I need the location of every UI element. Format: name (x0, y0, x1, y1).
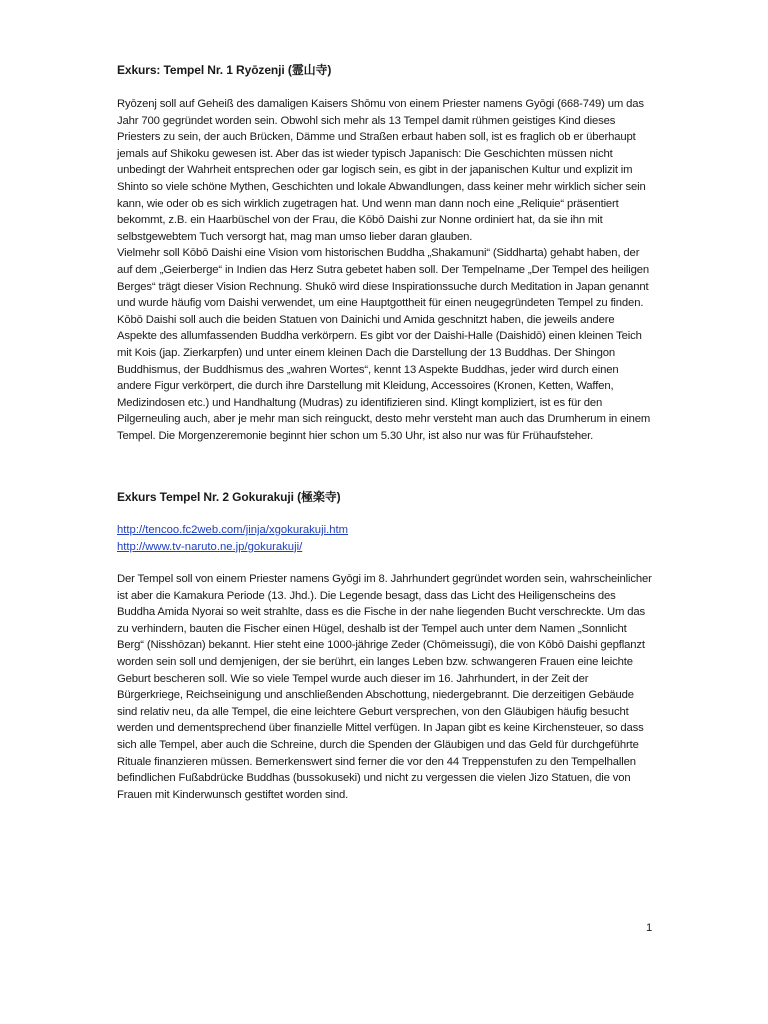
page-number: 1 (646, 922, 653, 934)
section-1-paragraph-3: Kōbō Daishi soll auch die beiden Statuen von Dainichi und Amida geschnitzt haben, die jeweils andere Aspekte des allumfassenden Buddha verkörpern. Es gibt vor der Daishi-Halle (Daishidō) einen kleinen Teich mit Kois (jap. Zierkarpfen) und unter einem kleinen Dach die Darstellung der 13 Buddhas. Der Shingon Buddhismus, der Buddhismus des „wahren Wortes“, kennt 13 Aspekte Buddhas, jeder wird durch einen andere Figur verkörpert, die durch ihre Darstellung mit Kleidung, Accessoires (Kronen, Ketten, Waffen, Medizindosen etc.) und Handhaltung (Mudras) zu identifizieren sind. Klingt kompliziert, ist es für den Pilgerneuling auch, aber je mehr man sich reinguckt, desto mehr versteht man auch das Drumherum in einem Tempel. Die Morgenzeremonie beginnt hier schon um 5.30 Uhr, ist also nur was für Frühaufsteher. (117, 313, 651, 442)
section-2-heading: Exkurs Tempel Nr. 2 Gokurakuji (極楽寺) (117, 490, 341, 504)
section-2-paragraph: Der Tempel soll von einem Priester namens Gyōgi im 8. Jahrhundert gegründet worden sein, wahrscheinlicher ist aber die Kamakura Periode (13. Jhd.). Die Legende besagt, dass das Licht des Heiligenscheins des Buddha Amida Nyorai so weit strahlte, dass es die Fische in der nahe liegenden Bucht verschreckte. Um das zu verhindern, bauten die Fischer einen Hügel, deshalb ist der Tempel auch unter dem Namen „Sonnlicht Berg“ (Nisshōzan) bekannt. Hier steht eine 1000-jährige Zeder (Chōmeissugi), die von Kōbō Daishi gepflanzt worden sein soll und demjenigen, der sie berührt, ein langes Leben bzw. schwangeren Frauen eine leichte Geburt bescheren soll. Wie so viele Tempel wurde auch dieser im 16. Jahrhundert, in der Zeit der Bürgerkriege, Reichseinigung und anschließenden Abschottung, niedergebrannt. Die derzeitigen Gebäude sind relativ neu, da alle Tempel, die eine leichtere Geburt versprechen, von den Gläubigen häufig besucht werden und dementsprechend über finanzielle Mittel verfügen. In Japan gibt es keine Kirchensteuer, so dass sich alle Tempel, aber auch die Schreine, durch die Spenden der Gläubigen und das Geld für durchgeführte Rituale finanzieren müssen. Bemerkenswert sind ferner die vor den 44 Treppenstufen zu den Tempelhallen befindlichen Fußabdrücke Buddhas (bussokuseki) und nicht zu vergessen die vielen Jizo Statuen, die von Frauen mit Kinderwunsch gestiftet worden sind. (117, 573, 652, 801)
document-page (117, 62, 655, 801)
section-1-paragraph-1: Ryōzenj soll auf Geheiß des damaligen Kaisers Shōmu von einem Priester namens Gyōgi (668-749) um das Jahr 700 gegründet worden sein. Obwohl sich mehr als 13 Tempel damit rühmen geistiges Kind dieses Priesters zu sein, der auch Brücken, Dämme und Straßen erbaut haben soll, ist es fraglich ob er überhaupt jemals auf Shikoku gewesen ist. Aber das ist wieder typisch Japanisch: Die Geschichten müssen nicht unbedingt der Wahrheit entsprechen oder gar logisch sein, es gibt in der japanischen Kultur und explizit im Shinto so viele schöne Mythen, Geschichten und lokale Abwandlungen, dass keiner mehr wirklich sicher sein kann, wie oder ob es sich wirklich zugetragen hat. Und wenn man dann noch eine „Reliquie“ präsentiert bekommt, z.B. ein Haarbüschel von der Frau, die Kōbō Daishi zur Nonne ordiniert hat, da sie ihn mit selbstgewebtem Tuch versorgt hat, mag man umso lieber daran glauben. (117, 98, 646, 243)
link-tv-naruto[interactable]: http://www.tv-naruto.ne.jp/gokurakuji/ (117, 540, 303, 553)
section-1-paragraph-2: Vielmehr soll Kōbō Daishi eine Vision vom historischen Buddha „Shakamuni“ (Siddharta) gehabt haben, der auf dem „Geierberge“ in Indien das Herz Sutra gebetet haben soll. Der Tempelname „Der Tempel des heiligen Berges“ trägt dieser Vision Rechnung. Shukō wird diese Inspirationssuche durch Meditation in Japan genannt und wurde häufig vom Daishi verwendet, um eine Hauptgottheit für einen neugegründeten Tempel zu finden. (117, 247, 650, 310)
link-tencoo[interactable]: http://tencoo.fc2web.com/jinja/xgokurakuji.htm (117, 524, 349, 536)
section-1-heading: Exkurs: Tempel Nr. 1 Ryōzenji (霊山寺) (117, 63, 332, 77)
section-2-links (117, 522, 348, 555)
